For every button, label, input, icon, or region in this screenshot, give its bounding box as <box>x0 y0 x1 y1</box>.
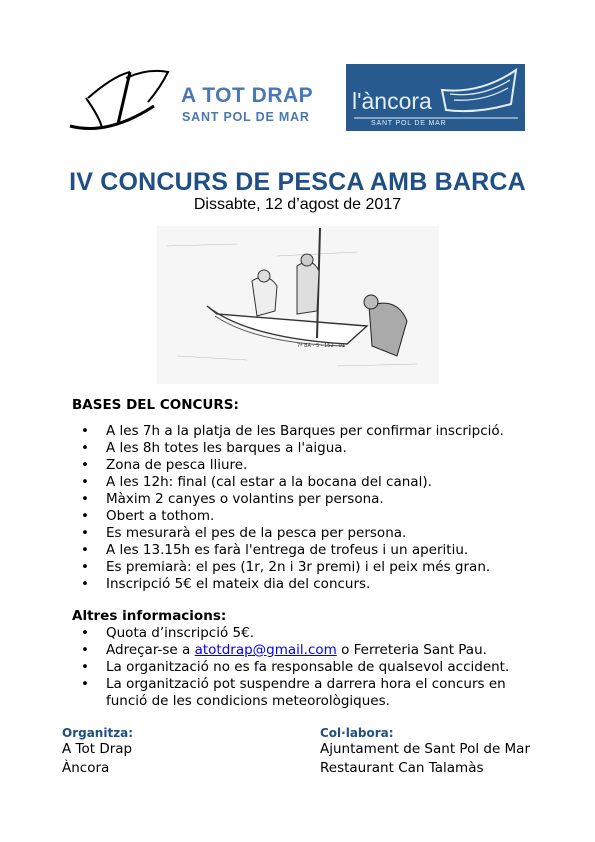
ancora-logo-subtitle: SANT POL DE MAR <box>371 120 447 127</box>
contact-suffix: o Ferreteria Sant Pau. <box>336 642 487 658</box>
organizer-name: A Tot Drap <box>62 741 133 757</box>
a-tot-drap-logo-title: A TOT DRAP <box>181 84 314 107</box>
event-date: Dissabte, 12 d’agost de 2017 <box>193 196 402 213</box>
list-item: • Zona de pesca lliure. <box>76 457 546 474</box>
altres-heading: Altres informacions: <box>72 608 227 624</box>
list-item: • A les 7h a la platja de les Barques per confirmar inscripció. <box>76 423 546 440</box>
ancora-logo-name: l'àncora <box>352 88 432 114</box>
boat-registration-number: 7ª BA - 5 - 152 - 01 <box>297 343 346 349</box>
colabora-heading: Col·labora: <box>320 726 394 740</box>
list-item-suspension: • La organització pot suspendre a darrera hora el concurs en funció de les condicions meteorològiques. <box>76 676 546 710</box>
a-tot-drap-logo-subtitle: SANT POL DE MAR <box>182 110 310 124</box>
list-item: • Inscripció 5€ el mateix dia del concurs. <box>76 576 546 593</box>
collaborator-name: Ajuntament de Sant Pol de Mar <box>320 741 531 757</box>
list-item-responsibility: • La organització no es fa responsable de qualsevol accident. <box>76 659 546 676</box>
email-link[interactable]: atotdrap@gmail.com <box>194 642 337 658</box>
a-tot-drap-boat-logo <box>68 68 178 134</box>
list-item: • Obert a tothom. <box>76 508 546 525</box>
collaborator-name: Restaurant Can Talamàs <box>320 760 484 776</box>
bases-list <box>76 423 546 593</box>
list-item: • A les 12h: final (cal estar a la bocana del canal). <box>76 474 546 491</box>
organitza-heading: Organitza: <box>62 726 134 740</box>
list-item: • Es mesurarà el pes de la pesca per persona. <box>76 525 546 542</box>
page-title: IV CONCURS DE PESCA AMB BARCA <box>69 168 526 196</box>
list-item: • Màxim 2 canyes o volantins per persona. <box>76 491 546 508</box>
list-item-contact <box>76 642 546 659</box>
altres-list <box>76 625 546 710</box>
list-item-quota: • Quota d’inscripció 5€. <box>76 625 546 642</box>
bases-heading: BASES DEL CONCURS: <box>72 397 239 413</box>
list-item: • A les 13.15h es farà l'entrega de trofeus i un aperitiu. <box>76 542 546 559</box>
fishing-boat-photo <box>157 226 439 384</box>
organizer-name: Àncora <box>62 760 110 776</box>
contact-prefix: Adreçar-se a <box>106 642 195 658</box>
list-item: • Es premiarà: el pes (1r, 2n i 3r premi) i el peix més gran. <box>76 559 546 576</box>
list-item: • A les 8h totes les barques a l'aigua. <box>76 440 546 457</box>
